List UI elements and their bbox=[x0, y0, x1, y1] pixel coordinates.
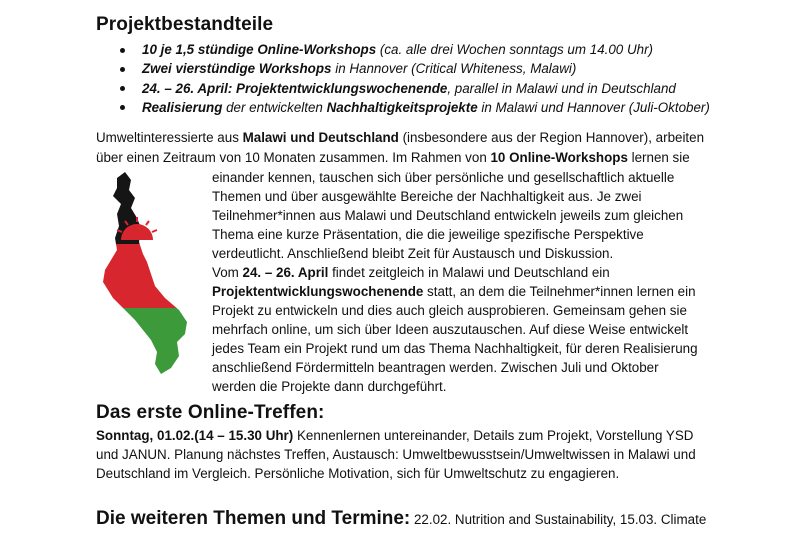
paragraph-line: Themen und über ausgewählte Bereiche der Nachhaltigkeit aus. Je zwei bbox=[212, 189, 642, 204]
paragraph-line: Projektentwicklungswochenende statt, an dem die Teilnehmer*innen lernen ein bbox=[212, 284, 696, 299]
list-item: 24. – 26. April: Projektentwicklungswochenende, parallel in Malawi und in Deutschland bbox=[96, 79, 710, 98]
list-item: Realisierung der entwickelten Nachhaltigkeitsprojekte in Malawi und Hannover (Juli-Oktober) bbox=[96, 98, 710, 117]
paragraph-line: Thema eine kurze Präsentation, die die jeweilige spezifische Perspektive bbox=[212, 227, 644, 242]
project-components-list bbox=[96, 40, 710, 117]
list-item: Zwei vierstündige Workshops in Hannover (Critical Whiteness, Malawi) bbox=[96, 59, 710, 78]
paragraph-line: Deutschland im Vergleich. Persönliche Motivation, sich für Umweltschutz zu engagieren. bbox=[96, 466, 620, 481]
paragraph-line: Teilnehmer*innen aus Malawi und Deutschland entwickeln jeweils zum gleichen bbox=[212, 208, 684, 223]
paragraph-line: Sonntag, 01.02.(14 – 15.30 Uhr) Kennenlernen untereinander, Details zum Projekt, Vorstellung YSD bbox=[96, 428, 694, 443]
section-heading-weitere-themen: Die weiteren Themen und Termine: 22.02. Nutrition and Sustainability, 15.03. Climate bbox=[96, 508, 707, 529]
paragraph-line: Projekt zu entwickeln und dies auch gleich ausprobieren. Gemeinsam gehen sie bbox=[212, 303, 687, 318]
paragraph-line: jedes Team ein Projekt rund um das Thema Nachhaltigkeit, für deren Realisierung bbox=[212, 341, 698, 356]
paragraph-line: einander kennen, tauschen sich über persönliche und gesellschaftlich aktuelle bbox=[212, 170, 675, 185]
paragraph-line: werden die Projekte dann durchgeführt. bbox=[212, 379, 447, 394]
paragraph-line: verdeutlicht. Anschließend bleibt Zeit für Austausch und Diskussion. bbox=[212, 246, 614, 261]
bullet-icon bbox=[120, 48, 125, 53]
bullet-icon bbox=[120, 86, 125, 91]
paragraph-line: und JANUN. Planung nächstes Treffen, Austausch: Umweltbewusstsein/Umweltwissen in Malawi und bbox=[96, 447, 696, 462]
section-heading-projektbestandteile: Projektbestandteile bbox=[96, 14, 274, 35]
bullet-icon bbox=[120, 67, 125, 72]
paragraph-line: über einen Zeitraum von 10 Monaten zusammen. Im Rahmen von 10 Online-Workshops lernen sie bbox=[96, 150, 690, 165]
bullet-icon bbox=[120, 105, 125, 110]
paragraph-line: mehrfach online, um sich über Ideen auszutauschen. Auf diese Weise entwickelt bbox=[212, 322, 689, 337]
paragraph-line: Vom 24. – 26. April findet zeitgleich in Malawi und Deutschland ein bbox=[212, 265, 610, 280]
malawi-map-icon bbox=[95, 170, 205, 375]
paragraph-line: Umweltinteressierte aus Malawi und Deutschland (insbesondere aus der Region Hannover), arbeiten bbox=[96, 130, 705, 145]
paragraph-line: anschließend Fördermitteln beantragen werden. Zwischen Juli und Oktober bbox=[212, 360, 659, 375]
list-item: 10 je 1,5 stündige Online-Workshops (ca. alle drei Wochen sonntags um 14.00 Uhr) bbox=[96, 40, 710, 59]
section-heading-erstes-online-treffen: Das erste Online-Treffen: bbox=[96, 402, 325, 423]
